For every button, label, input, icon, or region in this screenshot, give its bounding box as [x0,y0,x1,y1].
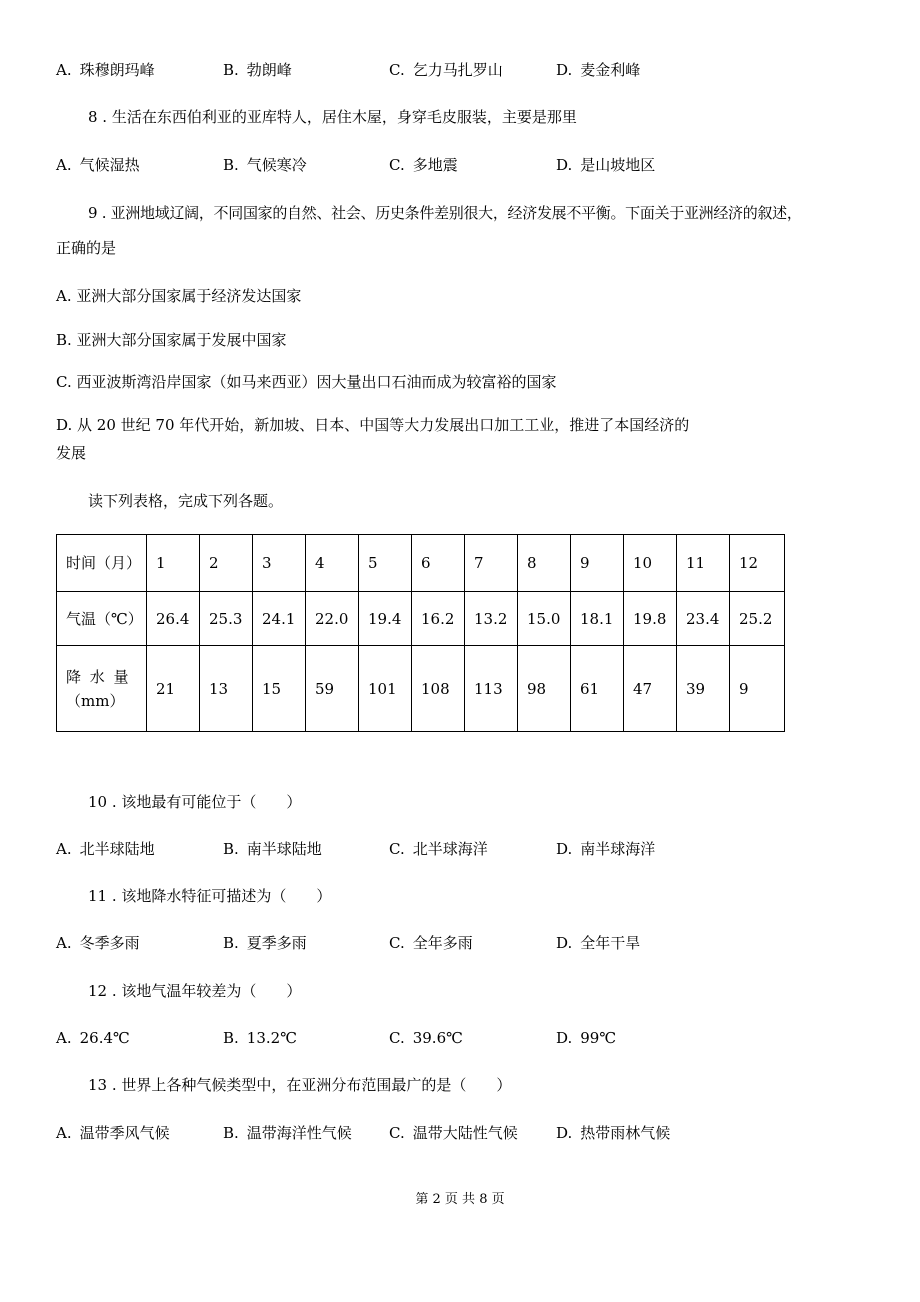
option-letter: B. [223,934,239,952]
precip-cell: 61 [571,646,624,732]
month-cell: 1 [147,535,200,592]
temp-cell: 23.4 [677,592,730,646]
page-footer: 第 2 页 共 8 页 [415,1192,505,1207]
q8-options [56,155,756,175]
q7-option-c [389,60,503,80]
temp-cell: 16.2 [412,592,465,646]
option-text: 气候湿热 [79,156,140,174]
q9-option-d-line2: 发展 [56,444,87,462]
option-text: 39.6℃ [412,1029,463,1047]
q12-option-d [556,1028,616,1048]
q9-option-c: C. 西亚波斯湾沿岸国家（如马来西亚）因大量出口石油而成为较富裕的国家 [56,373,557,391]
option-letter: D. [556,156,573,174]
q13-option-a [56,1123,170,1143]
q9-option-a: A. 亚洲大部分国家属于经济发达国家 [56,287,302,305]
temp-cell: 18.1 [571,592,624,646]
q7-option-a [56,60,155,80]
temp-cell: 26.4 [147,592,200,646]
q12-stem: 12 . 该地气温年较差为（ ） [88,982,302,1000]
q11-options [56,933,756,953]
q11-option-b [223,933,307,953]
temp-cell: 25.2 [730,592,785,646]
q8-option-d [556,155,655,175]
q10-option-b [223,839,322,859]
temp-cell: 19.8 [624,592,677,646]
option-letter: C. [389,840,405,858]
q13-option-b [223,1123,352,1143]
option-letter: C. [389,61,405,79]
precip-cell: 108 [412,646,465,732]
option-letter: B. [223,61,239,79]
option-letter: A. [56,840,72,858]
instruction-text: 读下列表格，完成下列各题。 [88,492,284,510]
option-text: 多地震 [412,156,458,174]
month-cell: 3 [253,535,306,592]
table-row-temperature [57,592,785,646]
option-text: 99℃ [580,1029,617,1047]
option-text: 勃朗峰 [246,61,292,79]
option-letter: B. [223,1029,239,1047]
q10-stem: 10 . 该地最有可能位于（ ） [88,793,302,811]
option-text: 26.4℃ [79,1029,130,1047]
precip-cell: 9 [730,646,785,732]
month-cell: 9 [571,535,624,592]
option-letter: D. [556,1029,573,1047]
q13-option-d [556,1123,670,1143]
row-label-precipitation [57,646,147,732]
month-cell: 12 [730,535,785,592]
q8-option-b [223,155,307,175]
month-cell: 4 [306,535,359,592]
option-letter: D. [556,840,573,858]
q7-option-b [223,60,292,80]
q11-option-c [389,933,473,953]
option-letter: D. [556,1124,573,1142]
climate-table [56,534,785,732]
precip-cell: 59 [306,646,359,732]
temp-cell: 25.3 [200,592,253,646]
option-letter: B. [223,156,239,174]
q10-options [56,839,756,859]
option-text: 麦金利峰 [580,61,641,79]
q7-option-d [556,60,640,80]
option-text: 温带大陆性气候 [412,1124,518,1142]
q13-option-c [389,1123,518,1143]
option-letter: B. [223,840,239,858]
q10-option-a [56,839,155,859]
option-text: 13.2℃ [246,1029,297,1047]
option-letter: A. [56,61,72,79]
option-text: 热带雨林气候 [580,1124,671,1142]
option-letter: D. [556,61,573,79]
row-label-month: 时间（月） [57,535,147,592]
option-text: 全年多雨 [412,934,473,952]
precip-cell: 39 [677,646,730,732]
option-text: 南半球海洋 [580,840,656,858]
q12-option-a [56,1028,130,1048]
q9-stem-line1: 9 . 亚洲地域辽阔，不同国家的自然、社会、历史条件差别很大，经济发展不平衡。下面关于亚洲经济的叙述， [88,204,802,222]
table-row-month [57,535,785,592]
precip-cell: 15 [253,646,306,732]
option-text: 北半球海洋 [412,840,488,858]
option-text: 夏季多雨 [246,934,307,952]
temp-cell: 19.4 [359,592,412,646]
option-letter: C. [389,1124,405,1142]
option-letter: D. [556,934,573,952]
row-label-precipitation-line1: 降 水 量 [66,667,131,686]
option-text: 气候寒冷 [246,156,307,174]
q10-option-d [556,839,655,859]
option-letter: A. [56,1124,72,1142]
q13-options [56,1123,756,1143]
temp-cell: 24.1 [253,592,306,646]
q9-option-b: B. 亚洲大部分国家属于发展中国家 [56,331,287,349]
q13-stem: 13 . 世界上各种气候类型中，在亚洲分布范围最广的是（ ） [88,1076,512,1094]
q8-option-a [56,155,140,175]
table-row-precipitation [57,646,785,732]
q10-option-c [389,839,488,859]
temp-cell: 22.0 [306,592,359,646]
option-letter: B. [223,1124,239,1142]
row-label-temperature: 气温（℃） [57,592,147,646]
month-cell: 10 [624,535,677,592]
q11-option-a [56,933,140,953]
month-cell: 11 [677,535,730,592]
row-label-precipitation-line2: （mm） [66,691,125,710]
option-text: 珠穆朗玛峰 [79,61,155,79]
month-cell: 5 [359,535,412,592]
q11-stem: 11 . 该地降水特征可描述为（ ） [88,887,332,905]
q9-option-d-line1: D. 从 20 世纪 70 年代开始，新加坡、日本、中国等大力发展出口加工工业，推进了本国经济的 [56,416,690,434]
precip-cell: 21 [147,646,200,732]
option-letter: A. [56,156,72,174]
option-text: 冬季多雨 [79,934,140,952]
option-text: 是山坡地区 [580,156,656,174]
month-cell: 6 [412,535,465,592]
option-letter: A. [56,1029,72,1047]
precip-cell: 101 [359,646,412,732]
temp-cell: 13.2 [465,592,518,646]
option-letter: C. [389,934,405,952]
q12-option-c [389,1028,463,1048]
q8-option-c [389,155,458,175]
precip-cell: 13 [200,646,253,732]
option-letter: A. [56,934,72,952]
temp-cell: 15.0 [518,592,571,646]
precip-cell: 47 [624,646,677,732]
q12-options [56,1028,756,1048]
option-text: 温带海洋性气候 [246,1124,352,1142]
precip-cell: 113 [465,646,518,732]
q8-stem: 8 . 生活在东西伯利亚的亚库特人，居住木屋，身穿毛皮服装，主要是那里 [88,108,577,126]
month-cell: 8 [518,535,571,592]
q11-option-d [556,933,640,953]
option-text: 乞力马扎罗山 [412,61,503,79]
precip-cell: 98 [518,646,571,732]
q9-stem-line2: 正确的是 [56,239,117,257]
month-cell: 7 [465,535,518,592]
option-text: 北半球陆地 [79,840,155,858]
q7-options [56,60,756,80]
q12-option-b [223,1028,297,1048]
option-text: 温带季风气候 [79,1124,170,1142]
option-text: 全年干旱 [580,934,641,952]
option-letter: C. [389,1029,405,1047]
month-cell: 2 [200,535,253,592]
option-text: 南半球陆地 [246,840,322,858]
option-letter: C. [389,156,405,174]
